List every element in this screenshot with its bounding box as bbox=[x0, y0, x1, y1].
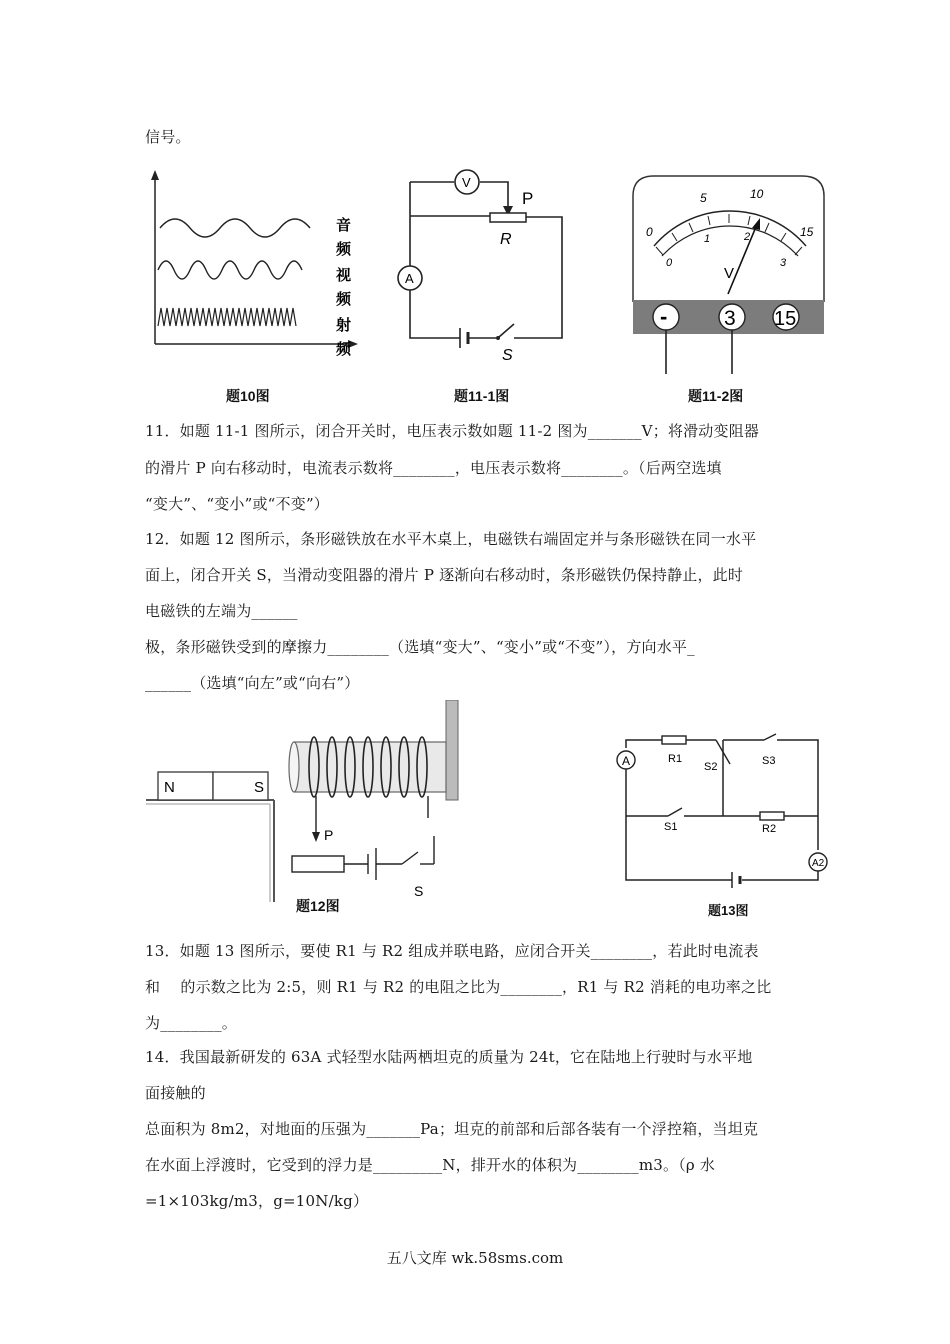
voltmeter-label: V bbox=[462, 175, 471, 190]
q11-line-1: 11．如题 11-1 图所示，闭合开关时，电压表示数如题 11-2 图为_______V；将滑动变阻器 bbox=[145, 422, 760, 440]
caption-fig13: 题13图 bbox=[708, 903, 749, 918]
figure-10 bbox=[140, 168, 370, 360]
caption-fig11-1: 题11-1图 bbox=[454, 388, 510, 404]
ammeter-a1-label: A bbox=[622, 754, 631, 768]
q12-line-4: 极，条形磁铁受到的摩擦力________（选填“变大”、“变小”或“不变”），方向水平_ bbox=[145, 638, 695, 656]
resistor-r2 bbox=[760, 812, 784, 820]
top-scale-0: 0 bbox=[646, 225, 653, 239]
s3-label: S3 bbox=[762, 755, 776, 767]
label-audio-2: 频 bbox=[336, 241, 352, 258]
bottom-scale-3: 3 bbox=[780, 257, 787, 269]
q13-line-1: 13．如题 13 图所示，要使 R1 与 R2 组成并联电路，应闭合开关________，若此时电流表 bbox=[145, 942, 759, 960]
q11-line-2: 的滑片 P 向右移动时，电流表示数将________，电压表示数将________。（后两空选填 bbox=[145, 459, 722, 477]
top-scale-5: 5 bbox=[700, 191, 707, 205]
figure-13 bbox=[612, 726, 836, 888]
bottom-scale-0: 0 bbox=[666, 257, 673, 269]
iron-core bbox=[294, 742, 446, 792]
slider-label: P bbox=[324, 827, 334, 843]
caption-fig11-2: 题11-2图 bbox=[688, 388, 744, 404]
terminal-minus-label: - bbox=[660, 304, 668, 329]
q12-line-1: 12．如题 12 图所示，条形磁铁放在水平木桌上，电磁铁右端固定并与条形磁铁在同一水平 bbox=[145, 530, 757, 548]
label-video-2: 频 bbox=[336, 291, 352, 308]
q14-line-4: 在水面上浮渡时，它受到的浮力是_________N，排开水的体积为________m3。（ρ 水 bbox=[145, 1156, 716, 1174]
caption-fig10: 题10图 bbox=[226, 388, 270, 404]
magnet-n-label: N bbox=[164, 779, 175, 796]
unit-label: V bbox=[724, 265, 735, 282]
top-scale-15: 15 bbox=[800, 225, 814, 239]
terminal-3-label: 3 bbox=[724, 307, 736, 330]
label-audio-1: 音 bbox=[336, 217, 352, 234]
wall bbox=[446, 700, 458, 800]
ammeter-a2-label: A2 bbox=[812, 858, 825, 869]
q14-line-5: =1×103kg/m3，g=10N/kg） bbox=[145, 1192, 369, 1210]
q14-line-3: 总面积为 8m2，对地面的压强为_______Pa；坦克的前部和后部各装有一个浮控箱，当坦克 bbox=[145, 1120, 759, 1138]
video-wave bbox=[158, 261, 302, 279]
caption-fig12: 题12图 bbox=[296, 898, 340, 914]
q12-line-5: ______（选填“向左”或“向右”） bbox=[145, 674, 360, 692]
top-text: 信号。 bbox=[145, 128, 191, 146]
magnet-s-label: S bbox=[254, 779, 265, 796]
r2-label: R2 bbox=[762, 823, 777, 835]
q12-line-3: 电磁铁的左端为______ bbox=[145, 602, 298, 620]
figure-11-1 bbox=[388, 166, 578, 366]
q12-line-2: 面上，闭合开关 S，当滑动变阻器的滑片 P 逐渐向右移动时，条形磁铁仍保持静止，此时 bbox=[145, 566, 744, 584]
label-video-1: 视 bbox=[336, 267, 352, 284]
label-radio-2: 频 bbox=[336, 341, 352, 358]
audio-wave bbox=[160, 219, 310, 237]
resistor-r bbox=[490, 213, 526, 222]
r1-label: R1 bbox=[668, 753, 683, 765]
figure-11-2 bbox=[632, 174, 826, 376]
resistor-label: R bbox=[500, 231, 512, 248]
s2-label: S2 bbox=[704, 761, 718, 773]
needle bbox=[728, 222, 758, 294]
q14-line-2: 面接触的 bbox=[145, 1084, 206, 1102]
radio-wave bbox=[158, 308, 296, 326]
resistor-r1 bbox=[662, 736, 686, 744]
bottom-scale-1: 1 bbox=[704, 233, 711, 245]
s1-label: S1 bbox=[664, 821, 678, 833]
ammeter-label: A bbox=[405, 271, 414, 286]
page-footer: 五八文库 wk.58sms.com bbox=[386, 1249, 564, 1267]
switch-label: S bbox=[414, 883, 424, 899]
label-radio-1: 射 bbox=[336, 317, 352, 334]
top-scale-10: 10 bbox=[750, 187, 764, 201]
q13-line-2: 和 的示数之比为 2:5，则 R1 与 R2 的电阻之比为________，R1 与 R2 消耗的电功率之比 bbox=[145, 978, 772, 996]
switch-label: S bbox=[502, 347, 513, 364]
slider-label: P bbox=[522, 189, 534, 208]
bottom-scale-2: 2 bbox=[744, 231, 751, 243]
terminal-15-label: 15 bbox=[774, 308, 797, 330]
q11-line-3: “变大”、“变小”或“不变”） bbox=[145, 495, 330, 513]
figure-12 bbox=[146, 700, 466, 902]
q13-line-3: 为________。 bbox=[145, 1014, 238, 1032]
q14-line-1: 14．我国最新研发的 63A 式轻型水陆两栖坦克的质量为 24t，它在陆地上行驶时与水平地 bbox=[145, 1048, 753, 1066]
rheostat bbox=[292, 856, 344, 872]
